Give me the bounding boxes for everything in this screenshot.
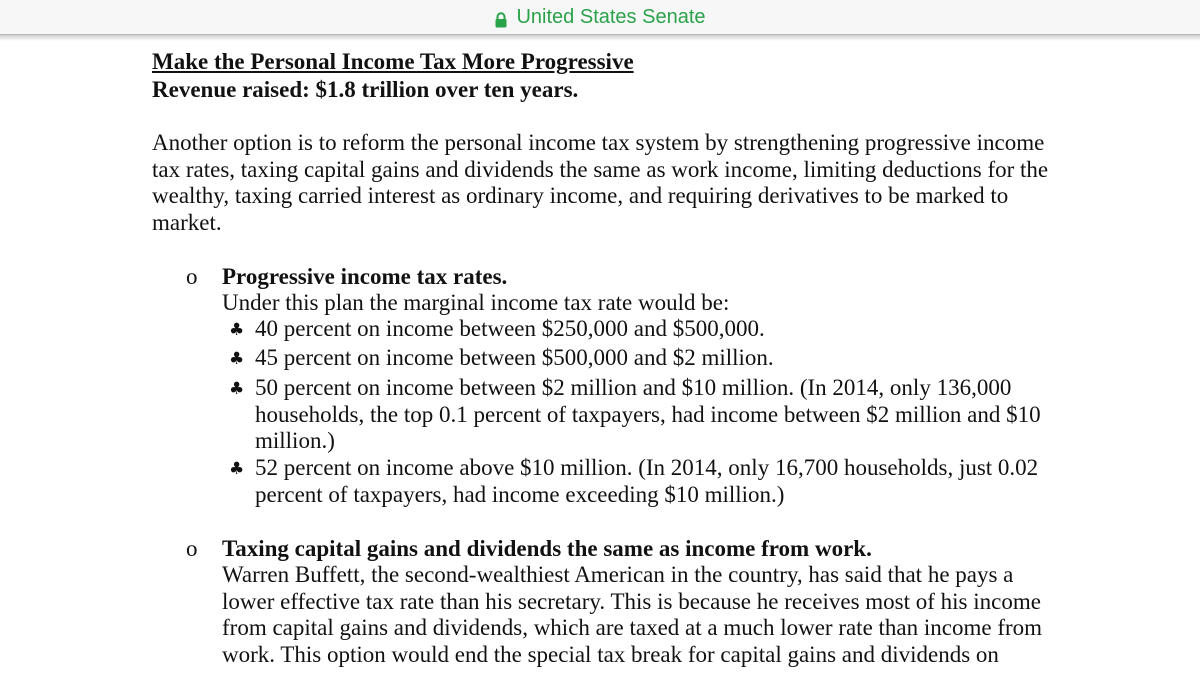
browser-address-bar[interactable] [0, 0, 1200, 35]
club-bullet-icon: ♣ [229, 349, 245, 369]
rate-item [255, 455, 1060, 508]
rate-item-line: 40 percent on income between $250,000 and $500,000. [255, 316, 765, 341]
section-bullet: o [186, 536, 198, 561]
page-shadow [0, 35, 1200, 41]
rate-item-line: 50 percent on income between $2 million and $10 million. (In 2014, only 136,000 [255, 375, 1012, 400]
intro-paragraph [152, 130, 1057, 236]
section-title-capital-gains: Taxing capital gains and dividends the same as income from work. [222, 536, 872, 561]
rate-item [255, 375, 1060, 455]
section-body-line: lower effective tax rate than his secretary. This is because he receives most of his income [222, 588, 1041, 614]
section-title-progressive-rates: Progressive income tax rates. [222, 264, 508, 289]
document-subtitle: Revenue raised: $1.8 trillion over ten years. [152, 77, 579, 102]
rate-item-line: households, the top 0.1 percent of taxpayers, had income between $2 million and $10 [255, 401, 1041, 427]
rate-item-line: percent of taxpayers, had income exceeding $10 million.) [255, 481, 785, 507]
intro-line: tax rates, taxing capital gains and dividends the same as work income, limiting deductions for the [152, 156, 1049, 182]
club-bullet-icon: ♣ [229, 459, 245, 479]
section-body-line: from capital gains and dividends, which are taxed at a much lower rate than income from [222, 615, 1043, 640]
rate-item-line: 52 percent on income above $10 million. (In 2014, only 16,700 households, just 0.02 [255, 455, 1039, 480]
lock-icon [494, 11, 508, 27]
url-text: United States Senate [516, 6, 706, 28]
rate-item-line: million.) [255, 428, 335, 453]
document-title: Make the Personal Income Tax More Progressive [152, 49, 634, 74]
section-lead: Under this plan the marginal income tax rate would be: [222, 290, 730, 315]
intro-line: wealthy, taxing carried interest as ordinary income, and requiring derivatives to be marked to [152, 183, 1009, 208]
rate-item [255, 345, 1060, 372]
club-bullet-icon: ♣ [229, 379, 245, 399]
intro-line: Another option is to reform the personal income tax system by strengthening progressive income [152, 130, 1045, 155]
section-body-line: Warren Buffett, the second-wealthiest American in the country, has said that he pays a [222, 562, 1014, 587]
section-bullet: o [186, 264, 198, 289]
section-body-line: work. This option would end the special tax break for capital gains and dividends on [222, 641, 999, 667]
rate-item [255, 316, 1060, 343]
club-bullet-icon: ♣ [229, 320, 245, 340]
intro-line: market. [152, 209, 222, 235]
url-display[interactable] [494, 6, 705, 29]
section-body [222, 562, 1082, 668]
rate-item-line: 45 percent on income between $500,000 and $2 million. [255, 345, 774, 370]
